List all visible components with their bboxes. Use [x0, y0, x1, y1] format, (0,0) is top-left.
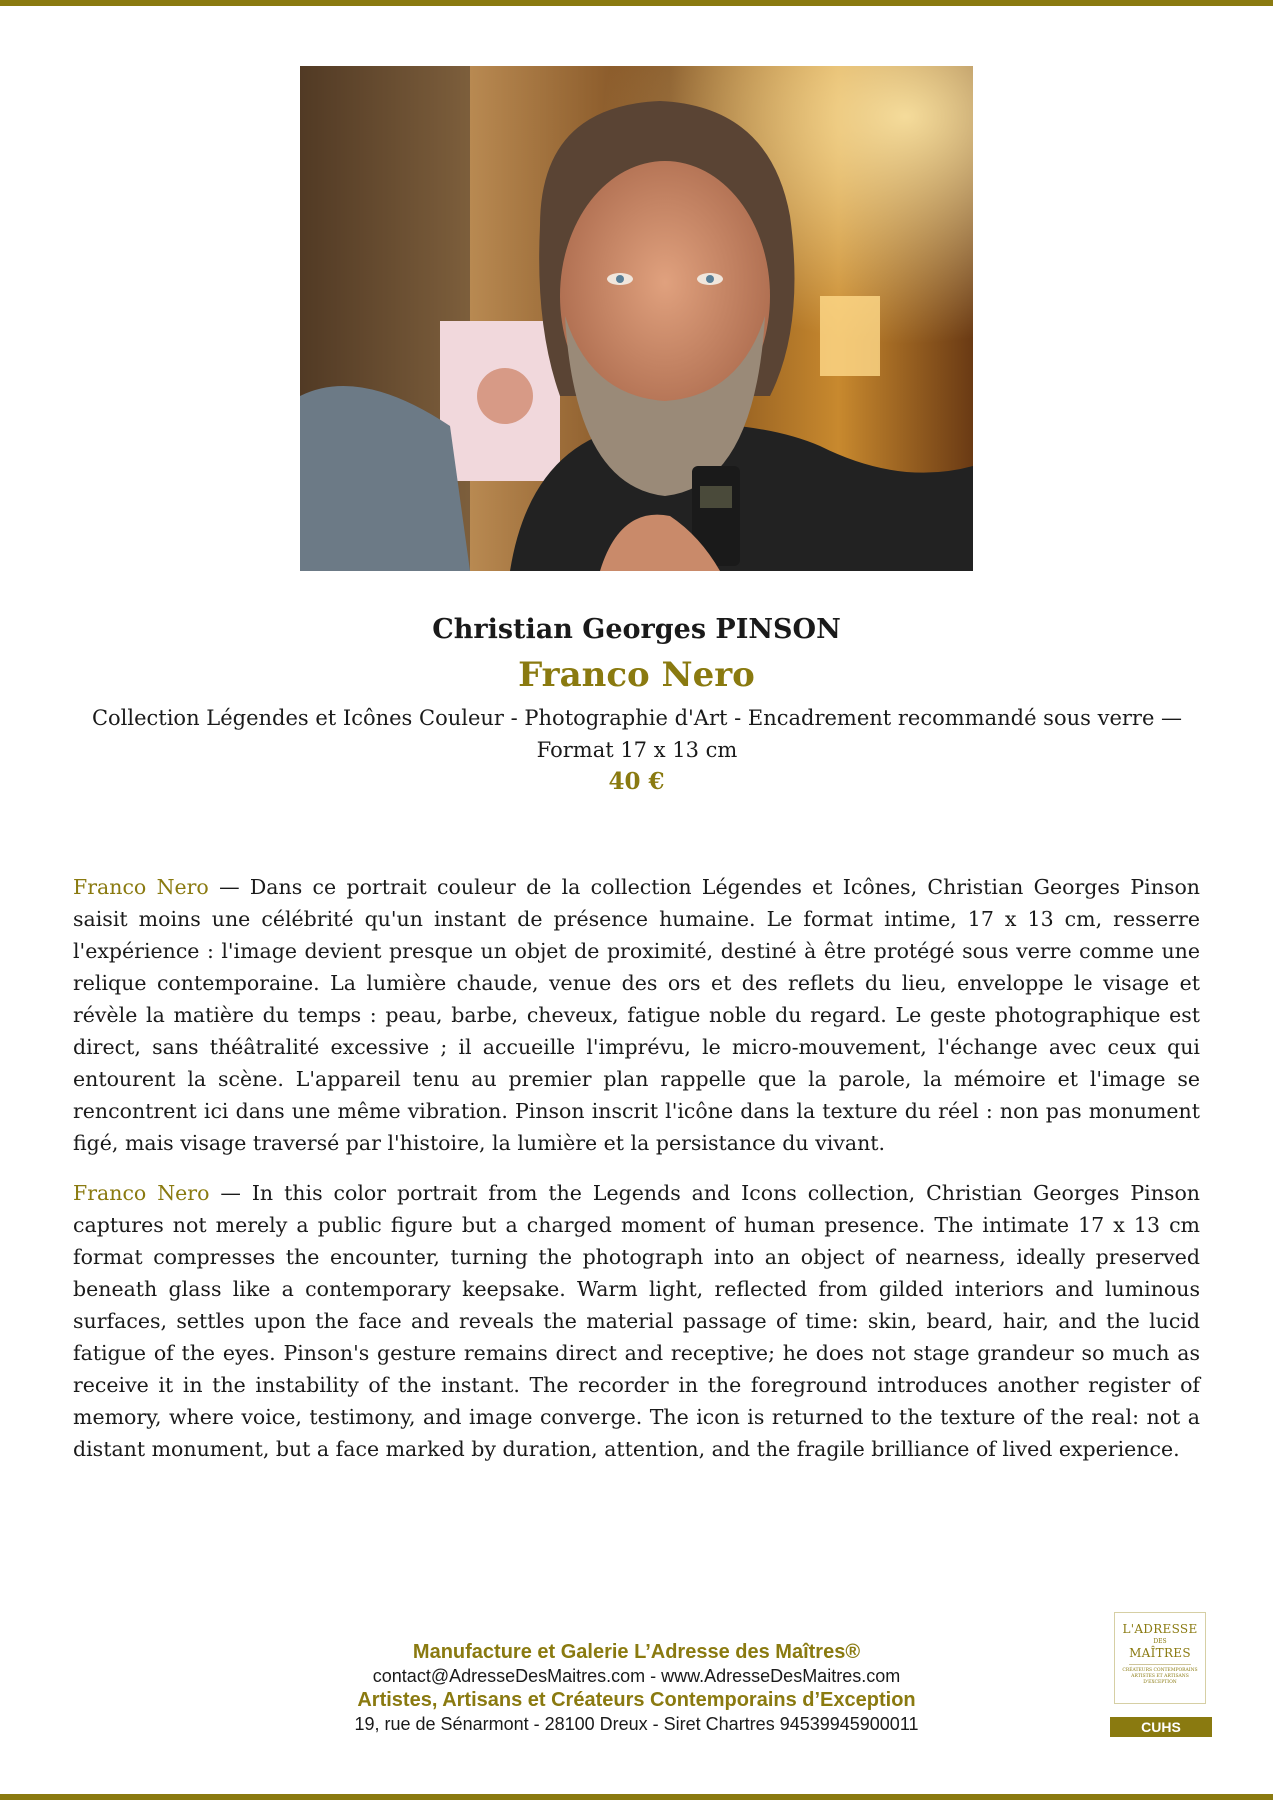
description-en-lead: Franco Nero [73, 1181, 210, 1205]
logo-line-1: L'ADRESSE [1122, 1622, 1198, 1636]
footer-contact: contact@AdresseDesMaitres.com - www.AdresseDesMaitres.com [372, 1666, 901, 1686]
logo-divider [1129, 1664, 1191, 1665]
footer-tagline: Artistes, Artisans et Créateurs Contemporains d’Exception [357, 1689, 916, 1711]
portrait-photo [300, 66, 973, 571]
gallery-logo [1114, 1612, 1206, 1704]
description-fr-text: — Dans ce portrait couleur de la collection Légendes et Icônes, Christian Georges Pinson saisit moins une célébrité qu'un instant de présence humaine. Le format intime, 17 x 13 cm, resserre l'expérience : l'image devient presque un objet de proximité, destiné à être protégé sous verre comme une relique contemporaine. La lumière chaude, venue des ors et des reflets du lieu, enveloppe le visage et révèle la matière du temps : peau, barbe, cheveux, fatigue noble du regard. Le geste photographique est direct, sans théâtralité excessive ; il accueille l'imprévu, le micro-mouvement, l'échange avec ceux qui entourent la scène. L'appareil tenu au premier plan rappelle que la parole, la mémoire et l'image se rencontrent ici dans une même vibration. Pinson inscrit l'icône dans la texture du réel : non pas monument figé, mais visage traversé par l'histoire, la lumière et la persistance du vivant. [73, 875, 1200, 1155]
artwork-title: Franco Nero [518, 655, 755, 695]
cuhs-badge: CUHS [1110, 1717, 1212, 1737]
footer [300, 1640, 973, 1736]
description-fr-lead: Franco Nero [73, 875, 209, 899]
description-en-text: — In this color portrait from the Legends and Icons collection, Christian Georges Pinson captures not merely a public figure but a charged moment of human presence. The intimate 17 x 13 cm format compresses the encounter, turning the photograph into an object of nearness, ideally preserved beneath glass like a contemporary keepsake. Warm light, reflected from gilded interiors and luminous surfaces, settles upon the face and reveals the material passage of time: skin, beard, hair, and the lucid fatigue of the eyes. Pinson's gesture remains direct and receptive; he does not stage grandeur so much as receive it in the instability of the instant. The recorder in the foreground introduces another register of memory, where voice, testimony, and image converge. The icon is returned to the texture of the real: not a distant monument, but a face marked by duration, attention, and the fragile brilliance of lived experience. [73, 1181, 1200, 1461]
description-fr [73, 871, 1200, 1159]
logo-line-3: MAÎTRES [1129, 1646, 1191, 1660]
bottom-border [0, 1794, 1273, 1800]
description-en [73, 1177, 1200, 1465]
artwork-subtitle: Collection Légendes et Icônes Couleur - Photographie d'Art - Encadrement recommandé sous verre — Format 17 x 13 cm [91, 706, 1183, 762]
footer-gallery-name: Manufacture et Galerie L’Adresse des Maîtres® [412, 1641, 861, 1663]
logo-line-2: DES [1153, 1638, 1167, 1645]
artist-name: Christian Georges PINSON [432, 614, 841, 645]
top-border [0, 0, 1273, 6]
price: 40 € [608, 768, 665, 795]
footer-address: 19, rue de Sénarmont - 28100 Dreux - Siret Chartres 94539945900011 [354, 1714, 919, 1734]
logo-tagline: CRÉATEURS CONTEMPORAINS ARTISTES ET ARTISANS D'EXCEPTION [1122, 1668, 1198, 1685]
